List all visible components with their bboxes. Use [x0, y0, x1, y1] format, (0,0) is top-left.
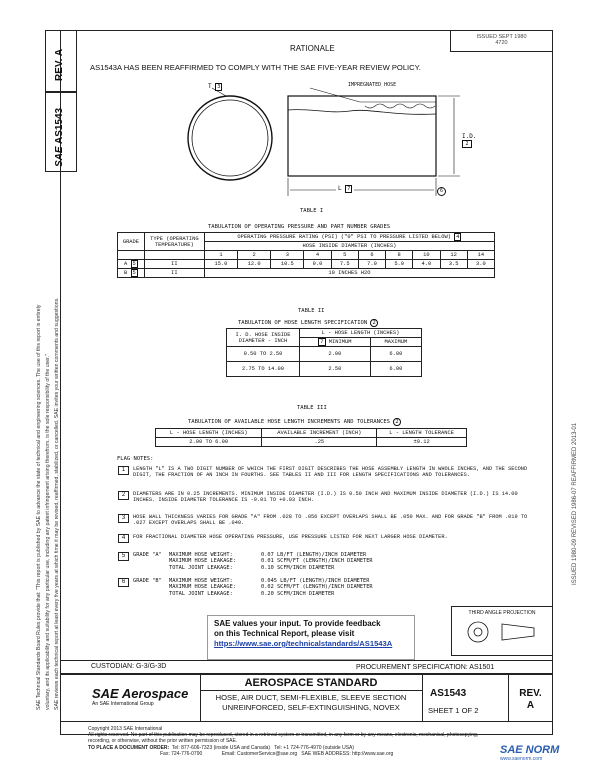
t1-dia: 3 — [271, 251, 304, 260]
table2 — [226, 328, 422, 377]
table2-title: TABLE II — [298, 308, 325, 314]
grade-a: GRADE "A" — [133, 552, 162, 558]
table-row — [227, 347, 422, 362]
grade-b: GRADE "B" — [133, 578, 162, 584]
flag-3: 3 — [118, 514, 129, 523]
label-t — [208, 83, 222, 90]
title-doc-number: AS1543 — [430, 688, 467, 699]
doc-description-line1: HOSE, AIR DUCT, SEMI-FLEXIBLE, SLEEVE SECTION — [215, 693, 407, 702]
table1-title: TABLE I — [300, 208, 324, 214]
doc-number-vertical: AS1543 — [54, 107, 65, 145]
label-l-text: L — [338, 185, 342, 192]
hose-side-view — [288, 96, 436, 176]
title-rev — [508, 688, 553, 712]
left-docnum — [54, 108, 65, 167]
t2-col-min-text: MINIMUM — [328, 339, 352, 345]
table1 — [117, 232, 495, 278]
t3-increment: .25 — [262, 438, 377, 447]
note-value: 0.07 LB/FT (LENGTH)/INCH DIAMETER — [261, 552, 367, 558]
t1-grade-text: A — [124, 261, 128, 267]
custodian-row — [60, 660, 553, 674]
t1-col-grade: GRADE — [118, 233, 145, 251]
hose-end-view-outer — [188, 96, 272, 180]
t2-col-max: MAXIMUM — [370, 338, 421, 347]
t1-col-pressure-flag: 4 — [456, 234, 460, 240]
feedback-box — [207, 615, 415, 660]
footer-tel: Tel: 877-606-7323 (inside USA and Canada) — [171, 744, 271, 751]
rationale-title: RATIONALE — [290, 44, 335, 53]
footer-order-label: TO PLACE A DOCUMENT ORDER: — [88, 744, 170, 751]
t2-max: 6.00 — [370, 347, 421, 362]
t1-val: 9.0 — [304, 260, 331, 269]
note-value: 0.02 SCFM/FT (LENGTH)/INCH DIAMETER — [261, 584, 373, 591]
t3-tolerance: ±0.12 — [377, 438, 467, 447]
projection-symbol — [458, 616, 548, 646]
note-value: 0.01 SCFM/FT (LENGTH)/INCH DIAMETER — [261, 558, 373, 565]
t1-col-type: TYPE (OPERATING TEMPERATURE) — [144, 233, 204, 251]
label-t-flag: 3 — [217, 84, 221, 90]
t1-dia: 14 — [467, 251, 494, 260]
t1-col-pressure — [204, 233, 494, 242]
t1-val: 10.5 — [271, 260, 304, 269]
table-row — [227, 362, 422, 377]
left-rev-label — [54, 49, 65, 81]
t2-min: 2.00 — [300, 347, 371, 362]
t1-val: 7.5 — [331, 260, 358, 269]
flag-6: 6 — [118, 578, 129, 587]
t1-col-pressure-text: OPERATING PRESSURE RATING (PSI) ("0" PSI TO PRESSURE LISTED BELOW) — [237, 234, 451, 240]
note-label: MAXIMUM HOSE WEIGHT: — [169, 552, 233, 558]
t1-val: 7.0 — [358, 260, 385, 269]
flag-2: 2 — [118, 491, 129, 500]
label-id-text: I.D. — [462, 133, 477, 140]
t1-grade — [118, 269, 145, 278]
t2-range: 2.75 TO 14.00 — [227, 362, 300, 377]
margin-text-1: SAE Technical Standards Board Rules provide that: "This report is published by SAE to advance the state of technical and engineering sciences. The use of this report is entirely — [36, 304, 42, 710]
flag-1: 1 — [118, 466, 129, 475]
procurement-spec: PROCUREMENT SPECIFICATION: AS1501 — [356, 664, 495, 671]
sae-aerospace-logo — [92, 686, 188, 707]
title-rev-value: A — [526, 700, 535, 711]
label-id — [462, 133, 476, 148]
t2-col1: I. D. HOSE INSIDE DIAMETER - INCH — [227, 329, 300, 347]
standard-title: AEROSPACE STANDARD — [244, 677, 378, 689]
t1-dia: 10 — [413, 251, 440, 260]
t2-range: 0.50 TO 2.50 — [227, 347, 300, 362]
issued-code: 4720 — [495, 40, 508, 46]
table2-subtitle-flag: 2 — [372, 320, 376, 326]
hose-end-view-inner — [192, 100, 268, 176]
issued-date: ISSUED SEPT 1980 — [476, 34, 527, 40]
t1-col-hose-id: HOSE INSIDE DIAMETER (INCHES) — [204, 242, 494, 251]
t1-blank — [118, 251, 145, 260]
left-rev-box — [45, 30, 77, 92]
t1-dia: 2 — [238, 251, 271, 260]
note-value: 0.20 SCFM/INCH DIAMETER — [261, 590, 335, 597]
watermark — [500, 744, 559, 762]
t3-col3: L - LENGTH TOLERANCE — [377, 429, 467, 438]
custodian: CUSTODIAN: G-3/G-3D — [91, 663, 167, 670]
grade-b-row — [133, 591, 373, 597]
footer-email: Email: CustomerService@sae.org — [221, 750, 298, 757]
flag-note-5 — [133, 552, 373, 571]
t1-grade-flag: 5 — [132, 261, 136, 267]
margin-text-2: voluntary, and its applicability and suitability for any particular use, including any patent infringement arising therefrom, is the sole responsibility of the user." — [45, 354, 51, 710]
watermark-sub: www.saenorm.com — [500, 756, 543, 762]
table3-title: TABLE III — [297, 405, 327, 411]
footer — [88, 726, 558, 757]
label-t-text: T — [208, 83, 212, 90]
flag-note-4: FOR FRACTIONAL DIAMETER HOSE OPERATING PRESSURE, USE PRESSURE LISTED FOR NEXT LARGER HOSE DIAMETER. — [133, 534, 448, 540]
label-l — [336, 185, 354, 192]
flag-note-3: HOSE WALL THICKNESS VARIES FOR GRADE "A" FROM .028 TO .056 EXCEPT OVERLAPS SHALL BE .050 MAX. AND FOR GRADE "B" FROM .019 TO .027 EXCEPT OVERLAPS SHALL BE .040. — [133, 514, 528, 527]
t1-span-value: 10 INCHES H2O — [204, 269, 494, 278]
footer-fax: Fax: 724-776-0790 — [160, 750, 203, 757]
label-l-flag2: 6 — [437, 187, 446, 196]
t1-grade — [118, 260, 145, 269]
label-id-flag: 2 — [462, 140, 472, 148]
t1-val: 3.5 — [440, 260, 467, 269]
t1-grade-flag: 5 — [132, 270, 136, 276]
table3-subtitle-text: TABULATION OF AVAILABLE HOSE LENGTH INCREMENTS AND TOLERANCES — [188, 419, 390, 425]
grade-a-row — [133, 565, 373, 571]
label-l-flag: 7 — [347, 186, 351, 192]
hose-drawing — [160, 78, 500, 198]
title-divider-2 — [200, 690, 422, 691]
t2-max: 6.00 — [370, 362, 421, 377]
note-label: TOTAL JOINT LEAKAGE: — [169, 590, 233, 597]
table1-subtitle: TABULATION OF OPERATING PRESSURE AND PART NUMBER GRADES — [208, 224, 391, 230]
feedback-link[interactable]: https://www.sae.org/technicalstandards/AS1543A — [214, 639, 393, 648]
note-label: MAXIMUM HOSE WEIGHT: — [169, 578, 233, 584]
flag-notes-heading: FLAG NOTES: — [117, 456, 154, 462]
doc-description-line2: UNREINFORCED, SELF-EXTINGUISHING, NOVEX — [222, 703, 400, 712]
label-impregnated: IMPREGNATED HOSE — [348, 82, 397, 88]
t2-col-min-flag: 7 — [320, 339, 324, 345]
note-value: 0.10 SCFM/INCH DIAMETER — [261, 564, 335, 571]
flag-4: 4 — [118, 534, 129, 543]
t2-col2: L - HOSE LENGTH (INCHES) — [300, 329, 422, 338]
title-divider-3 — [422, 674, 423, 722]
table3-subtitle-flag: 2 — [395, 419, 399, 425]
t1-val: 15.0 — [204, 260, 237, 269]
t1-type: II — [144, 269, 204, 278]
note-value: 0.045 LB/FT (LENGTH)/INCH DIAMETER — [261, 578, 370, 584]
note-label: TOTAL JOINT LEAKAGE: — [169, 564, 233, 571]
footer-rights2: recording, or otherwise, without the prior written permission of SAE. — [88, 738, 238, 745]
feedback-line1: SAE values your input. To provide feedback — [214, 619, 381, 628]
t1-val: 5.0 — [386, 260, 413, 269]
t1-diameter-row — [118, 251, 495, 260]
t1-blank — [144, 251, 204, 260]
sae-aerospace-logo-text: SAE Aerospace — [92, 686, 189, 701]
right-margin-stamp: ISSUED 1980-09 REVISED 1986-07 REAFFIRMED 2013-01 — [572, 422, 578, 585]
watermark-text: SAE NORM — [500, 744, 560, 756]
t1-val: 4.0 — [413, 260, 440, 269]
table-row — [156, 438, 467, 447]
t1-dia: 4 — [304, 251, 331, 260]
note-label: MAXIMUM HOSE LEAKAGE: — [169, 558, 236, 565]
t3-col2: AVAILABLE INCREMENT (INCH) — [262, 429, 377, 438]
rationale-text: AS1543A HAS BEEN REAFFIRMED TO COMPLY WITH THE SAE FIVE-YEAR REVIEW POLICY. — [90, 63, 421, 72]
title-rev-label: REV. — [519, 688, 542, 699]
projection-label: THIRD ANGLE PROJECTION — [468, 610, 536, 616]
t2-min: 2.50 — [300, 362, 371, 377]
flag-note-1: LENGTH "L" IS A TWO DIGIT NUMBER OF WHICH THE FIRST DIGIT DESCRIBES THE HOSE ASSEMBLY LENGTH IN WHOLE INCHES, AND THE SECOND DIGIT, THE FRACTION OF AN INCH IN FOURTHS. SEE TABLES II AND III FOR LENGTH SPECIFICATIONS AND TOLERANCES. — [133, 466, 528, 479]
t1-dia: 8 — [386, 251, 413, 260]
t1-val: 3.0 — [467, 260, 494, 269]
footer-web[interactable]: SAE WEB ADDRESS: http://www.sae.org — [301, 750, 394, 757]
flag-5: 5 — [118, 552, 129, 561]
t1-val: 12.0 — [238, 260, 271, 269]
feedback-line2: on this Technical Report, please visit — [214, 629, 355, 638]
t3-col1: L - HOSE LENGTH (INCHES) — [156, 429, 262, 438]
table3-subtitle — [188, 419, 401, 425]
table-row — [118, 260, 495, 269]
t1-dia: 1 — [204, 251, 237, 260]
footer-contact-row — [88, 751, 558, 757]
margin-text-3: SAE reviews each technical report at least every five years at which time it may be revised, reaffirmed, stabilized, or cancelled. SAE invites your written comments and suggestions. — [54, 297, 60, 710]
projection-box — [451, 606, 553, 656]
footer-tel-intl: Tel: +1 724-776-4970 (outside USA) — [274, 744, 355, 751]
t1-dia: 5 — [331, 251, 358, 260]
issued-box — [450, 30, 553, 52]
note-label: MAXIMUM HOSE LEAKAGE: — [169, 584, 236, 591]
footer-copyright: Copyright 2013 SAE International — [88, 726, 163, 732]
flag-note-2: DIAMETERS ARE IN 0.25 INCREMENTS. MINIMUM INSIDE DIAMETER (I.D.) IS 0.50 INCH AND MAXIMUM INSIDE DIAMETER (I.D.) IS 14.00 INCHES. INSIDE DIAMETER TOLERANCE IS -0.01 TO +0.03 INCH. — [133, 491, 518, 504]
left-docnum-box — [45, 92, 77, 172]
t1-type: II — [144, 260, 204, 269]
footer-rights: All rights reserved. No part of this publication may be reproduced, stored in a retrieval system or transmitted, in any form or by any means, electronic, mechanical, photocopying, — [88, 732, 479, 739]
sae-mini-logo: SAE — [54, 146, 65, 167]
hose-cutaway — [288, 110, 436, 115]
rev-label: REV. — [54, 58, 65, 81]
table-row — [118, 269, 495, 278]
t1-dia: 12 — [440, 251, 467, 260]
t2-col-min — [300, 338, 371, 347]
sae-aerospace-logo-sub: An SAE International Group — [92, 701, 154, 707]
table2-subtitle-text: TABULATION OF HOSE LENGTH SPECIFICATION — [238, 320, 368, 326]
rev-value: A — [54, 48, 65, 57]
t1-dia: 6 — [358, 251, 385, 260]
doc-description — [200, 693, 422, 713]
title-sheet: SHEET 1 OF 2 — [428, 706, 479, 715]
table3 — [155, 428, 467, 447]
t1-grade-text: B — [124, 270, 128, 276]
t3-length: 2.00 TO 6.00 — [156, 438, 262, 447]
table2-subtitle — [238, 320, 378, 326]
flag-note-6 — [133, 578, 373, 597]
